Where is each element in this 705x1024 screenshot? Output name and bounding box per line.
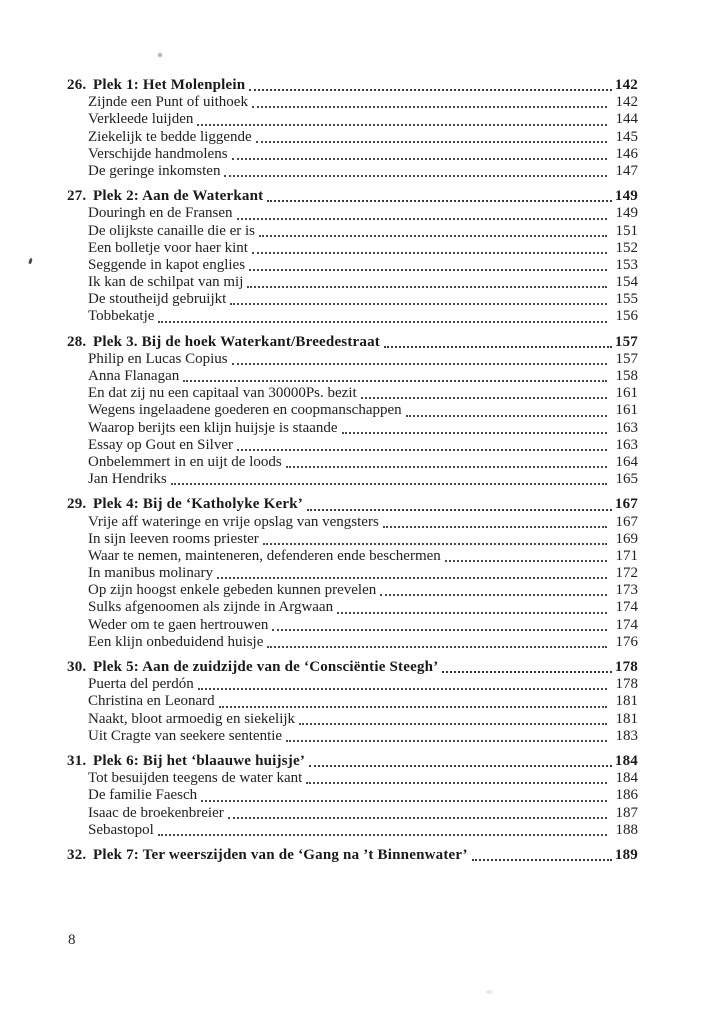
entry-page: 145: [615, 128, 638, 145]
chapter-page: 157: [614, 333, 638, 350]
chapter-page: 149: [614, 188, 638, 205]
toc-section-items: [67, 676, 638, 745]
dot-leader: [307, 509, 612, 511]
toc-entry-row: [88, 676, 638, 693]
toc-section-items: [67, 94, 638, 180]
chapter-title: Plek 1: Het Molenplein: [93, 77, 246, 93]
dot-leader: [228, 817, 607, 819]
chapter-number: 29.: [67, 496, 87, 513]
toc-chapter-row: [67, 753, 638, 770]
toc-section: [67, 496, 638, 651]
entry-page: 163: [615, 419, 638, 436]
dot-leader: [267, 646, 607, 648]
toc-entry-row: [88, 223, 638, 240]
dot-leader: [445, 560, 607, 562]
dot-leader: [217, 577, 607, 579]
entry-title: Waarop berijts een klijn huijsje is staande: [88, 419, 338, 436]
entry-title: Christina en Leonard: [88, 693, 215, 710]
toc-section: [67, 847, 638, 864]
dot-leader: [442, 671, 612, 673]
toc-entry-row: [88, 599, 638, 616]
entry-page: 172: [615, 565, 638, 582]
chapter-page: 189: [614, 846, 638, 863]
dot-leader: [198, 688, 607, 690]
dot-leader: [158, 834, 607, 836]
entry-title: De familie Faesch: [88, 787, 198, 804]
entry-page: 164: [615, 453, 638, 470]
dot-leader: [383, 526, 607, 528]
entry-page: 184: [615, 770, 638, 787]
entry-title: Philip en Lucas Copius: [88, 350, 228, 367]
entry-page: 152: [615, 239, 638, 256]
toc-section: [67, 753, 638, 839]
toc-entry-row: [88, 420, 638, 437]
toc-entry-row: [88, 94, 638, 111]
dot-leader: [224, 175, 607, 177]
chapter-page: 178: [614, 659, 638, 675]
entry-title: Tobbekatje: [88, 308, 155, 325]
entry-title: In sijn leeven rooms priester: [88, 530, 259, 547]
dot-leader: [361, 397, 607, 399]
dot-leader: [263, 543, 607, 545]
dot-leader: [286, 466, 607, 468]
entry-title: Essay op Gout en Silver: [88, 436, 233, 453]
toc-entry-row: [88, 634, 638, 651]
toc-entry-row: [88, 274, 638, 291]
toc-entry-row: [88, 471, 638, 488]
toc-entry-row: [88, 565, 638, 582]
dot-leader: [247, 286, 607, 288]
chapter-number: 26.: [67, 77, 87, 93]
toc-entry-row: [88, 240, 638, 257]
dot-leader: [309, 765, 612, 767]
scan-speckle: [157, 52, 163, 58]
entry-title: Waar te nemen, mainteneren, defenderen ende beschermen: [88, 547, 441, 564]
entry-title: Ziekelijk te bedde liggende: [88, 128, 252, 145]
entry-title: Vrije aff wateringe en vrije opslag van vengsters: [88, 513, 379, 530]
dot-leader: [232, 158, 607, 160]
entry-page: 181: [615, 710, 638, 727]
entry-title: De olijkste canaille die er is: [88, 222, 256, 239]
toc-entry-row: [88, 454, 638, 471]
entry-title: Wegens ingelaadene goederen en coopmanschappen: [88, 402, 402, 419]
toc-chapter-row: [67, 334, 638, 351]
entry-title: Sulks afgenoomen als zijnde in Argwaan: [88, 599, 334, 616]
scan-speckle: [28, 258, 33, 265]
toc-entry-row: [88, 531, 638, 548]
toc-section-items: [67, 514, 638, 652]
entry-page: 156: [615, 308, 638, 325]
entry-page: 174: [615, 616, 638, 633]
entry-page: 174: [615, 599, 638, 616]
toc-entry-row: [88, 822, 638, 839]
dot-leader: [201, 800, 607, 802]
entry-page: 161: [615, 402, 638, 419]
dot-leader: [259, 235, 607, 237]
entry-page: 146: [615, 145, 638, 162]
dot-leader: [232, 363, 607, 365]
toc-section: [67, 77, 638, 180]
entry-page: 151: [615, 222, 638, 239]
entry-title: In manibus molinary: [88, 565, 213, 582]
entry-page: 167: [615, 513, 638, 530]
toc-entry-row: [88, 368, 638, 385]
dot-leader: [256, 141, 607, 143]
chapter-title: Plek 7: Ter weerszijden van de ‘Gang na ’t Binnenwater’: [93, 846, 468, 863]
toc-section: [67, 334, 638, 489]
toc-entry-row: [88, 728, 638, 745]
entry-title: Anna Flanagan: [88, 368, 180, 384]
table-of-contents: [67, 77, 638, 864]
entry-title: Naakt, bloot armoedig en siekelijk: [88, 710, 296, 727]
entry-page: 169: [615, 530, 638, 547]
toc-entry-row: [88, 111, 638, 128]
dot-leader: [267, 200, 612, 202]
toc-entry-row: [88, 129, 638, 146]
entry-title: Een bolletje voor haer kint: [88, 239, 248, 256]
toc-section-items: [67, 770, 638, 839]
toc-entry-row: [88, 308, 638, 325]
toc-entry-row: [88, 514, 638, 531]
toc-chapter-row: [67, 77, 638, 94]
dot-leader: [237, 449, 607, 451]
toc-entry-row: [88, 805, 638, 822]
toc-chapter-row: [67, 188, 638, 205]
chapter-title: Plek 5: Aan de zuidzijde van de ‘Consciëntie Steegh’: [93, 659, 439, 675]
dot-leader: [384, 346, 612, 348]
entry-page: 147: [615, 162, 638, 179]
dot-leader: [158, 321, 607, 323]
toc-entry-row: [88, 257, 638, 274]
entry-page: 154: [615, 274, 638, 291]
chapter-number: 31.: [67, 752, 87, 769]
entry-page: 176: [615, 633, 638, 650]
entry-page: 187: [615, 804, 638, 821]
entry-page: 165: [615, 471, 638, 488]
chapter-page: 142: [614, 77, 638, 93]
toc-chapter-row: [67, 659, 638, 676]
toc-entry-row: [88, 291, 638, 308]
chapter-title: Plek 3. Bij de hoek Waterkant/Breedestraat: [93, 333, 380, 350]
entry-title: Ik kan de schilpat van mij: [88, 274, 244, 291]
chapter-number: 27.: [67, 188, 87, 205]
chapter-number: 32.: [67, 846, 87, 863]
dot-leader: [272, 629, 607, 631]
entry-title: Uit Cragte van seekere sententie: [88, 727, 283, 744]
dot-leader: [299, 723, 607, 725]
entry-title: Onbelemmert in en uijt de loods: [88, 453, 282, 470]
dot-leader: [286, 740, 607, 742]
entry-title: Isaac de broekenbreier: [88, 804, 224, 821]
toc-entry-row: [88, 402, 638, 419]
entry-title: En dat zij nu een capitaal van 30000Ps. bezit: [88, 385, 357, 402]
toc-chapter-row: [67, 847, 638, 864]
entry-page: 157: [615, 350, 638, 367]
dot-leader: [249, 89, 612, 91]
chapter-page: 167: [614, 496, 638, 513]
entry-title: Weder om te gaen hertrouwen: [88, 616, 269, 633]
toc-section-items: [67, 351, 638, 489]
dot-leader: [337, 612, 607, 614]
entry-title: Jan Hendriks: [88, 471, 167, 488]
entry-page: 155: [615, 291, 638, 308]
dot-leader: [306, 782, 607, 784]
toc-entry-row: [88, 617, 638, 634]
toc-section: [67, 188, 638, 326]
dot-leader: [237, 218, 607, 220]
toc-chapter-row: [67, 496, 638, 513]
entry-title: Verkleede luijden: [88, 111, 194, 128]
toc-entry-row: [88, 693, 638, 710]
entry-page: 171: [615, 547, 638, 564]
toc-entry-row: [88, 770, 638, 787]
dot-leader: [183, 380, 607, 382]
dot-leader: [252, 252, 607, 254]
entry-page: 186: [615, 787, 638, 804]
toc-entry-row: [88, 582, 638, 599]
entry-title: Tot besuijden teegens de water kant: [88, 770, 303, 787]
toc-entry-row: [88, 711, 638, 728]
entry-page: 161: [615, 385, 638, 402]
entry-title: Puerta del perdón: [88, 676, 194, 693]
dot-leader: [252, 106, 607, 108]
entry-page: 181: [615, 693, 638, 710]
entry-title: Seggende in kapot englies: [88, 256, 246, 273]
dot-leader: [197, 124, 607, 126]
toc-entry-row: [88, 163, 638, 180]
toc-entry-row: [88, 548, 638, 565]
dot-leader: [230, 303, 607, 305]
chapter-title: Plek 6: Bij het ‘blaauwe huijsje’: [93, 752, 306, 769]
toc-entry-row: [88, 787, 638, 804]
toc-entry-row: [88, 205, 638, 222]
toc-entry-row: [88, 146, 638, 163]
entry-title: Sebastopol: [88, 821, 154, 838]
chapter-number: 30.: [67, 659, 87, 675]
entry-title: Zijnde een Punt of uithoek: [88, 94, 248, 111]
dot-leader: [406, 415, 607, 417]
chapter-page: 184: [614, 752, 638, 769]
entry-page: 149: [615, 205, 638, 222]
chapter-title: Plek 2: Aan de Waterkant: [93, 188, 264, 205]
dot-leader: [219, 706, 607, 708]
chapter-title: Plek 4: Bij de ‘Katholyke Kerk’: [93, 496, 303, 513]
entry-page: 158: [615, 368, 638, 384]
dot-leader: [380, 594, 607, 596]
toc-entry-row: [88, 351, 638, 368]
page-number: 8: [68, 932, 76, 948]
entry-page: 173: [615, 582, 638, 599]
entry-title: Verschijde handmolens: [88, 145, 228, 162]
chapter-number: 28.: [67, 333, 87, 350]
entry-page: 163: [615, 436, 638, 453]
entry-title: De geringe inkomsten: [88, 162, 221, 179]
toc-section-items: [67, 205, 638, 325]
entry-title: Een klijn onbeduidend huisje: [88, 633, 264, 650]
entry-title: Douringh en de Fransen: [88, 205, 233, 222]
dot-leader: [472, 859, 612, 861]
entry-page: 153: [615, 256, 638, 273]
dot-leader: [342, 432, 607, 434]
entry-page: 144: [615, 111, 638, 128]
entry-page: 183: [615, 727, 638, 744]
entry-title: De stoutheijd gebruijkt: [88, 291, 227, 308]
scan-speckle: [486, 990, 493, 994]
dot-leader: [171, 483, 607, 485]
toc-entry-row: [88, 437, 638, 454]
toc-section: [67, 659, 638, 745]
dot-leader: [249, 269, 607, 271]
entry-page: 142: [615, 94, 638, 111]
entry-page: 188: [615, 821, 638, 838]
entry-title: Op zijn hoogst enkele gebeden kunnen prevelen: [88, 582, 377, 599]
entry-page: 178: [615, 676, 638, 693]
toc-entry-row: [88, 385, 638, 402]
